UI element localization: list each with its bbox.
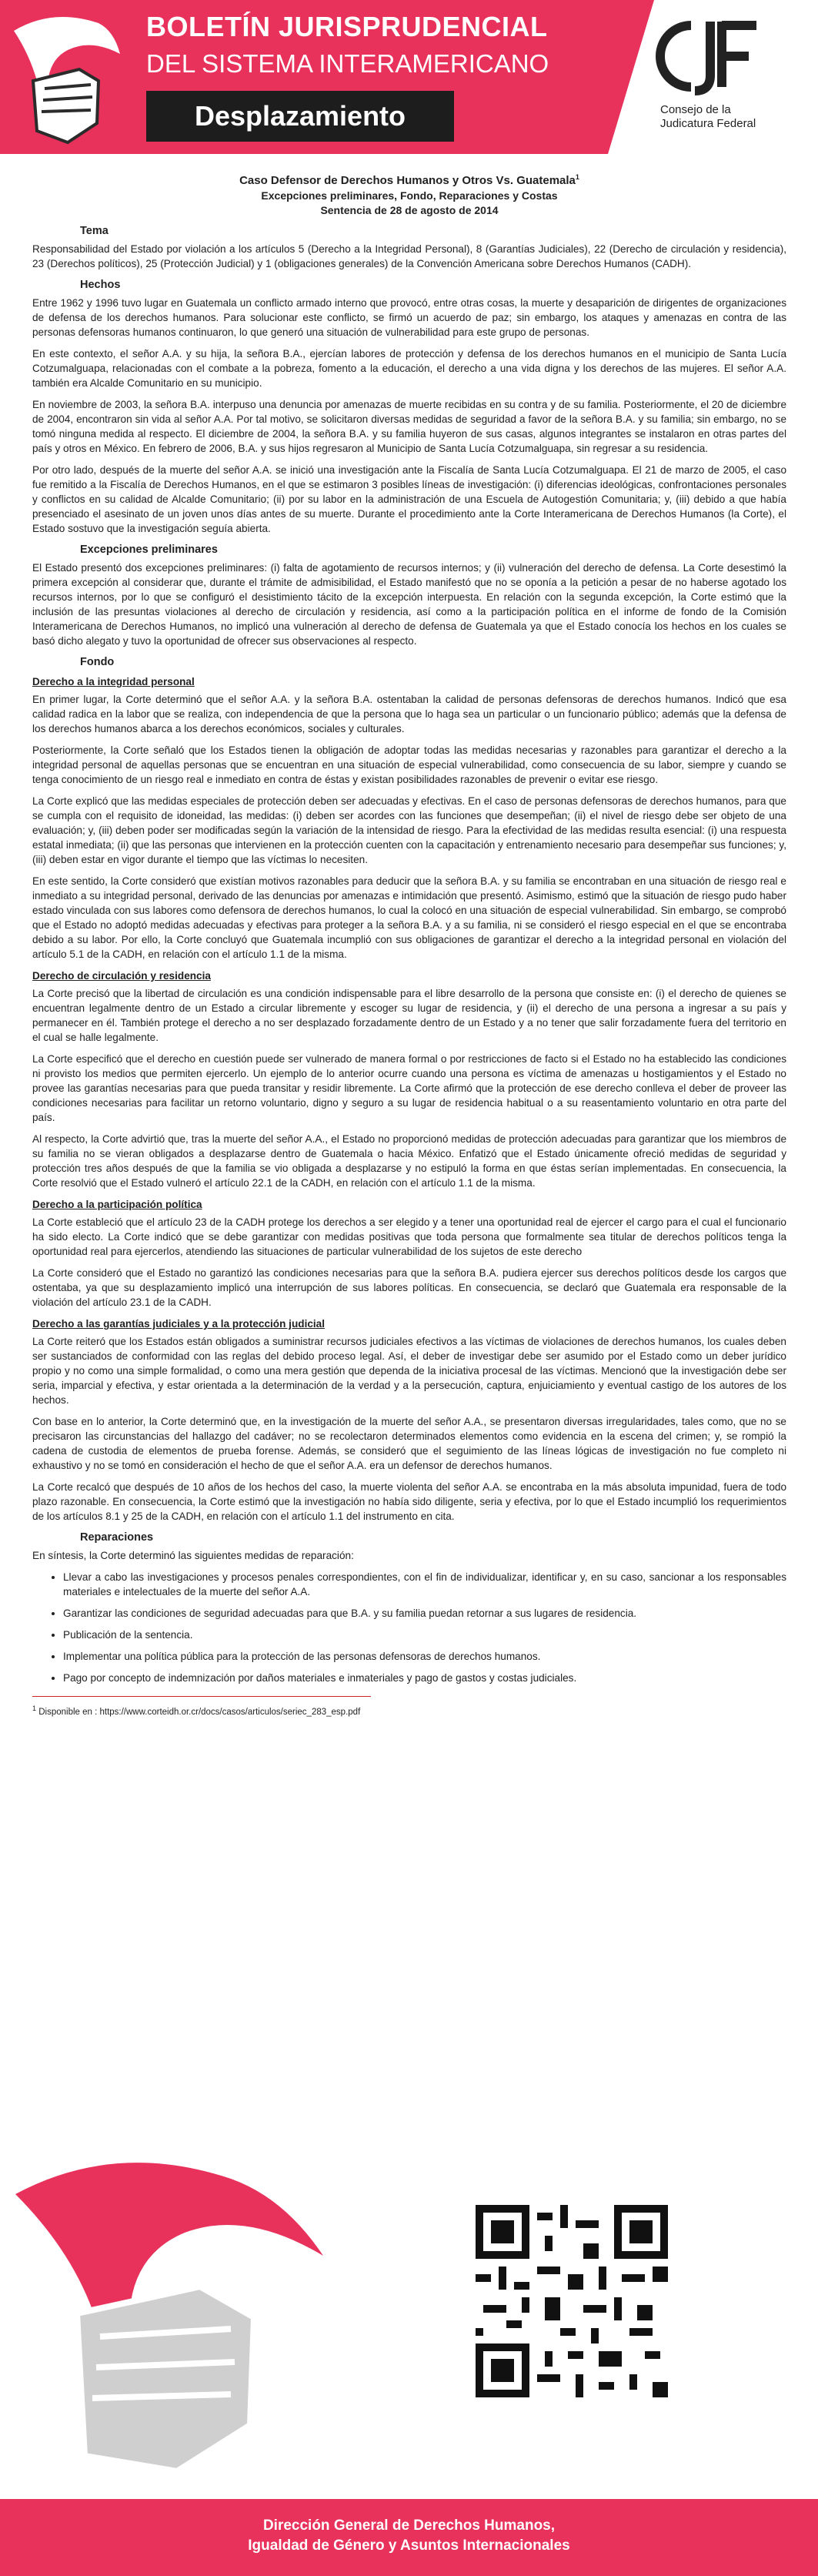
hechos-paragraph: En este contexto, el señor A.A. y su hija, la señora B.A., ejercían labores de protección y defensa de los derechos humanos en el municipio de Santa Lucía Cotzumalguapa, relacionadas con el combate a la pobreza, fomento a la educación, el derecho a una vida digna y los derechos de las mujeres. El señor A.A. también era Alcalde Comunitario en su municipio. bbox=[32, 348, 786, 389]
garantias-paragraph: La Corte recalcó que después de 10 años de los hechos del caso, la muerte violenta del señor A.A. se encontraba en la más absoluta impunidad, fuera de todo plazo razonable. En consecuencia, la Corte estimó que la investigación no había sido diligente, seria y efectiva, por lo que el Estado incumplió los requerimientos de los artículos 8.1 y 25 de la CADH, en relación con el artículo 1.1 del instrumento en cita. bbox=[32, 1481, 786, 1522]
footnote-link[interactable]: Disponible en : https://www.corteidh.or.cr/docs/casos/articulos/seriec_283_esp.pdf bbox=[36, 1707, 361, 1717]
participacion-heading: Derecho a la participación política bbox=[32, 1199, 202, 1210]
footer-line-1: Dirección General de Derechos Humanos, bbox=[262, 2517, 556, 2534]
garantias-paragraph: Con base en lo anterior, la Corte determinó que, en la investigación de la muerte del señor A.A., se presentaron diversas irregularidades, tales como, que no se precisaron las circunstancias del hallazgo del cadáver; no se recolectaron determinados elementos como evidencia en la escena del crimen; y, se rompió la cadena de custodia de elementos de prueba forense. Además, se consideró que el seguimiento de las líneas lógicas de investigación no fue completo ni exhaustivo y no se tomó en consideración el hecho de que el señor A.A. era un defensor de derechos humanos. bbox=[32, 1416, 786, 1471]
footnote bbox=[32, 1701, 786, 1720]
footer-band bbox=[0, 2499, 818, 2576]
case-title bbox=[32, 169, 786, 189]
tema-text: Responsabilidad del Estado por violación a los artículos 5 (Derecho a la Integridad Personal), 8 (Garantías Judiciales), 22 (Derecho de circulación y residencia), 23 (Derechos políticos), 25 (Protección Judicial) y 1 (obligaciones generales) de la Convención Americana sobre Derechos Humanos (CADH). bbox=[32, 243, 786, 269]
excepciones-text: El Estado presentó dos excepciones preliminares: (i) falta de agotamiento de recursos internos; y (ii) vulneración del derecho de defensa. La Corte desestimó la primera excepción al considerar que, durante el trámite de admisibilidad, el Estado manifestó que no se oponía a la petición a pesar de no haberse agotado los recursos internos, por lo que se configuró el desistimiento tácito de la excepción interpuesta. En relación con la segunda excepción, la Corte estimó que la inclusión de las presuntas violaciones al derecho de circulación y residencia, así como a la participación política en el informe de fondo de la Comisión Interamericana de Derechos Humanos, no implicó una vulneración al derecho de defensa de Guatemala ya que el Estado conocía los hechos en los cuales se basó dicho alegato y tuvo la oportunidad de ofrecer sus observaciones al respecto. bbox=[32, 562, 786, 647]
integridad-paragraph: La Corte explicó que las medidas especiales de protección deben ser adecuadas y efectivas. En el caso de personas defensoras de derechos humanos, para que se cumpla con el requisito de idoneidad, las medidas: (i) deben ser acordes con las funciones que desempeñan; (ii) el nivel de riesgo debe ser objeto de una evaluación; y, (iii) deben poder ser modificadas según la variación de la intensidad de riesgo. Para la efectividad de las medidas resulta esencial: (i) una respuesta estatal inmediata; (ii) que las personas que intervienen en la protección cuenten con la capacitación y entrenamiento necesario para desempeñar sus funciones; y, (iii) deben estar en vigor durante el tiempo que las víctimas lo necesiten. bbox=[32, 795, 786, 865]
org-caption: Consejo de la Judicatura Federal bbox=[660, 103, 756, 130]
footnote-divider bbox=[32, 1696, 371, 1697]
bulletin-subtitle: DEL SISTEMA INTERAMERICANO bbox=[146, 49, 549, 78]
list-item: • Implementar una política pública para la protección de las personas defensoras de derechos humanos. bbox=[63, 1649, 786, 1664]
hechos-paragraph: Entre 1962 y 1996 tuvo lugar en Guatemala un conflicto armado interno que provocó, entre otras cosas, la muerte y desaparición de dirigentes de organizaciones de defensa de los derechos humanos. Para solucionar este conflicto, se firmó un acuerdo de paz; sin embargo, los ataques y amenazas en contra de las personas defensoras humanos continuaron, lo que generó una situación de vulnerabilidad para este grupo de personas. bbox=[32, 297, 786, 338]
case-title-text: Caso Defensor de Derechos Humanos y Otros Vs. Guatemala bbox=[239, 174, 576, 187]
reparaciones-list bbox=[32, 1570, 786, 1685]
circulacion-paragraph: La Corte especificó que el derecho en cuestión puede ser vulnerado de manera formal o por restricciones de facto si el Estado no ha establecido las condiciones ni provisto los medios que permiten ejercerlo. Un ejemplo de lo anterior ocurre cuando una persona es víctima de amenazas u hostigamientos y el Estado no provee las garantías necesarias para que pueda transitar y residir libremente. La Corte afirmó que la protección de ese derecho conlleva el deber de proveer las condiciones necesarias para facilitar un retorno voluntario, digno y seguro a su lugar de residencia habitual o a su reasentamiento voluntario en otra parte del país. bbox=[32, 1053, 786, 1123]
header bbox=[0, 0, 818, 154]
garantias-paragraph: La Corte reiteró que los Estados están obligados a suministrar recursos judiciales efectivos a las víctimas de violaciones de derechos humanos, los cuales deben ser sustanciados de conformidad con las reglas del debido proceso legal. Así, el deber de investigar debe ser asumido por el Estado como un deber jurídico propio y no como una simple formalidad, o como una mera gestión que dependa de la iniciativa procesal de las víctimas. Mencionó que la investigación debe ser seria, imparcial y efectiva, y estar orientada a la determinación de la verdad y a la persecución, captura, enjuiciamiento y eventual castigo de los autores de los hechos. bbox=[32, 1336, 786, 1406]
integridad-paragraph: Posteriormente, la Corte señaló que los Estados tienen la obligación de adoptar todas las medidas necesarias y razonables para garantizar el derecho a la integridad personal de aquellas personas que se encuentran en una situación de especial vulnerabilidad, como consecuencia de su labor, siempre y cuando se tenga conocimiento de un riesgo real e inmediato en contra de éstas y existan posibilidades razonables de prevenir o evitar ese riesgo. bbox=[32, 744, 786, 785]
excepciones-heading: Excepciones preliminares bbox=[80, 544, 218, 556]
bulletin-title: BOLETÍN JURISPRUDENCIAL bbox=[146, 11, 548, 42]
participacion-paragraph: La Corte consideró que el Estado no garantizó las condiciones necesarias para que la señora B.A. pudiera ejercer sus derechos políticos desde los cargos que ostentaba, ya que su desplazamiento implicó una interrupción de sus labores políticas. En consecuencia, se declaró que Guatemala era responsable de la violación del artículo 23.1 de la CADH. bbox=[32, 1267, 786, 1308]
topic-box bbox=[146, 91, 454, 142]
list-item: • Garantizar las condiciones de seguridad adecuadas para que B.A. y su familia puedan retornar a sus lugares de residencia. bbox=[63, 1606, 786, 1621]
footnote-ref: 1 bbox=[575, 173, 579, 181]
integridad-paragraph: En este sentido, la Corte consideró que existían motivos razonables para deducir que la señora B.A. y su familia se encontraban en una situación de riesgo real e inmediato a su integridad personal, derivado de las denuncias por amenazas e intimidación que presentó. Asimismo, estimó que la situación de riesgo pudo haber estado vinculada con sus labores como defensora de derechos humanos, lo cual la colocó en una situación de especial vulnerabilidad. Sin embargo, se comprobó que el Estado no adoptó medidas adecuadas y efectivas para proteger a la señora B.A. y a su familia, ni se consideró el riesgo especial en el que se encontraba debido a su labor. Por ello, la Corte concluyó que Guatemala incumplió con sus obligaciones de garantizar el derecho a la integridad personal en violación del artículo 5.1 de la CADH, en relación con el artículo 1.1 de la misma. bbox=[32, 875, 786, 960]
circulacion-paragraph: La Corte precisó que la libertad de circulación es una condición indispensable para el libre desarrollo de la persona que consiste en: (i) el derecho de quienes se encuentran legalmente dentro de un Estado a circular libremente y escoger su lugar de residencia, y (ii) el derecho de una persona a ingresar a su país y permanecer en él. También protege el derecho a no ser desplazado forzadamente dentro de un Estado y a no tener que salir forzadamente fuera del territorio en el cual se halle legalmente. bbox=[32, 988, 786, 1043]
topic-label: Desplazamiento bbox=[194, 100, 406, 132]
bird-fist-icon bbox=[6, 8, 122, 150]
list-item: • Pago por concepto de indemnización por daños materiales e inmateriales y pago de gastos y costas judiciales. bbox=[63, 1671, 786, 1685]
garantias-heading: Derecho a las garantías judiciales y a la protección judicial bbox=[32, 1318, 326, 1330]
reparaciones-heading: Reparaciones bbox=[80, 1531, 154, 1544]
list-item: • Llevar a cabo las investigaciones y procesos penales correspondientes, con el fin de individualizar, identificar y, en su caso, sancionar a los responsables materiales e intelectuales de la muerte del señor A.A. bbox=[63, 1570, 786, 1599]
tema-heading: Tema bbox=[80, 225, 109, 237]
reparaciones-intro: En síntesis, la Corte determinó las siguientes medidas de reparación: bbox=[32, 1550, 354, 1561]
fondo-heading: Fondo bbox=[80, 656, 115, 668]
qr-code-icon[interactable] bbox=[471, 2200, 673, 2402]
hechos-paragraph: En noviembre de 2003, la señora B.A. interpuso una denuncia por amenazas de muerte recibidas en su contra y de su familia. Posteriormente, el 20 de diciembre de 2004, encontraron sin vida al señor A.A. Por tal motivo, se solicitaron diversas medidas de seguridad a favor de la señora B.A. y su familia; sin embargo, no se tomó ninguna medida al respecto. El diciembre de 2004, la señora B.A. y su familia huyeron de sus casas, algunos integrantes se instalaron en otras partes del país y otros en México. En febrero de 2006, B.A. y sus hijos regresaron al Municipio de Santa Lucía Cotzumalguapa, sin regresar a su residencia. bbox=[32, 399, 786, 454]
bird-fist-large-icon bbox=[0, 2148, 339, 2471]
case-subtitle: Excepciones preliminares, Fondo, Reparaciones y Costas bbox=[261, 189, 558, 202]
integridad-heading: Derecho a la integridad personal bbox=[32, 676, 195, 687]
list-item: • Publicación de la sentencia. bbox=[63, 1628, 786, 1642]
main-content bbox=[32, 169, 786, 1720]
case-date: Sentencia de 28 de agosto de 2014 bbox=[320, 204, 499, 216]
participacion-paragraph: La Corte estableció que el artículo 23 de la CADH protege los derechos a ser elegido y a tener una oportunidad real de ejercer el cargo para el cual el funcionario ha sido electo. La Corte indicó que se debe garantizar con medidas positivas que toda persona que formalmente sea titular de derechos políticos tenga la oportunidad real para ejercerlos, atendiendo las situaciones de particular vulnerabilidad de los sujetos de este derecho bbox=[32, 1216, 786, 1257]
circulacion-paragraph: Al respecto, la Corte advirtió que, tras la muerte del señor A.A., el Estado no proporcionó medidas de protección adecuadas para garantizar que los miembros de su familia no se vieran obligados a desplazarse dentro de Guatemala o hacia México. Enfatizó que el Estado únicamente ofreció medidas de seguridad y protección tres años después de que la familia se vio obligada a desplazarse y no estipuló la forma en que éstas serían implementadas. En consecuencia, la Corte resolvió que el Estado vulneró el artículo 22.1 de la CADH, en relación con el artículo 1.1 de la misma. bbox=[32, 1133, 786, 1189]
hechos-paragraph: Por otro lado, después de la muerte del señor A.A. se inició una investigación ante la Fiscalía de Santa Lucía Cotzumalguapa. El 21 de marzo de 2005, el caso fue remitido a la Fiscalía de Derechos Humanos, en el que se estimaron 3 posibles líneas de investigación: (i) diferencias ideológicas, confrontaciones personales y conflictos en su calidad de Alcalde Comunitario; (ii) por su labor en la administración de una Escuela de Autogestión Comunitaria; y, (iii) debido a que había presenciado el asesinato de un joven unos días antes de su muerte. Durante el procedimiento ante la Corte Interamericana de Derechos Humanos (la Corte), el Estado sostuvo que la investigación seguía abierta. bbox=[32, 464, 786, 534]
integridad-paragraph: En primer lugar, la Corte determinó que el señor A.A. y la señora B.A. ostentaban la calidad de personas defensoras de derechos humanos. Indicó que esa calidad radica en la labor que se realiza, con independencia de que la persona que lo haga sea un particular o un funcionario público; además que la defensa de los derechos humanos abarca a los derechos económicos, sociales y culturales. bbox=[32, 694, 786, 734]
hechos-heading: Hechos bbox=[80, 279, 121, 291]
circulacion-heading: Derecho de circulación y residencia bbox=[32, 970, 211, 982]
cjf-logo bbox=[645, 14, 760, 99]
footnote-number: 1 bbox=[32, 1705, 37, 1712]
footer-line-2: Igualdad de Género y Asuntos Internacionales bbox=[248, 2538, 570, 2554]
